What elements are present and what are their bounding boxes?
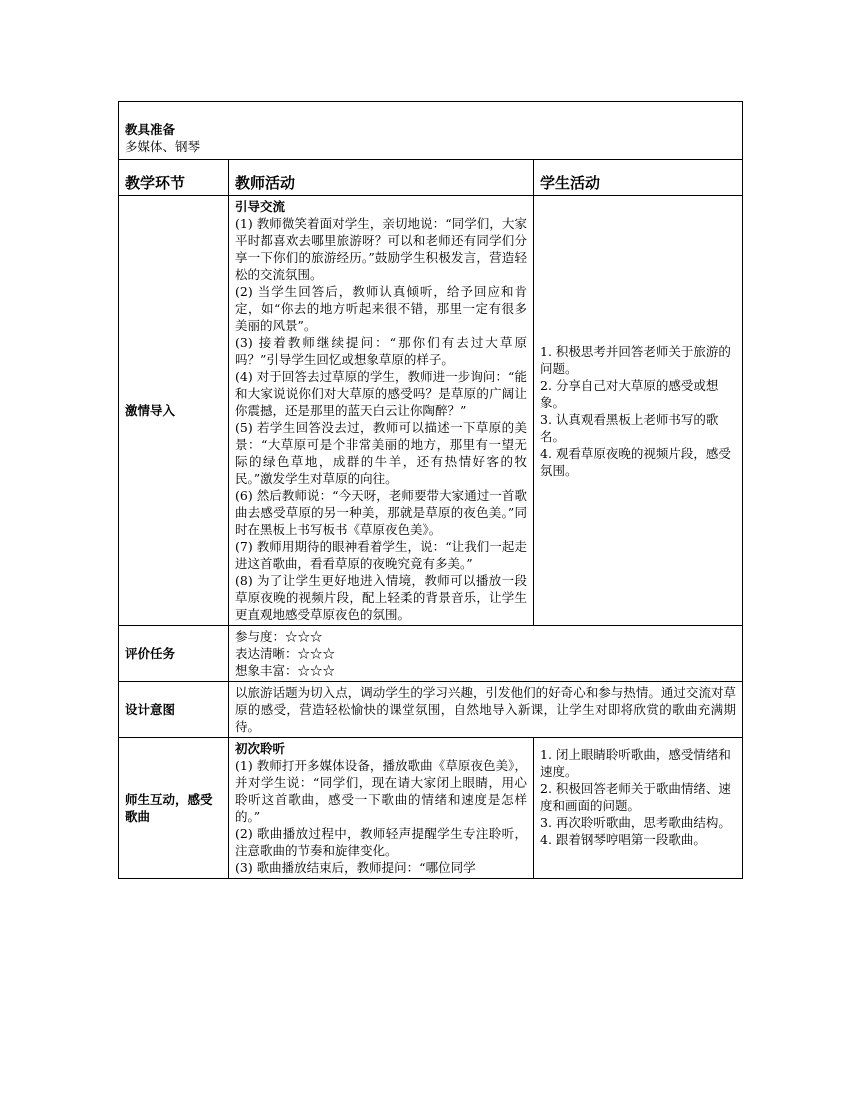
evaluation-stage: 评价任务	[119, 626, 229, 682]
teacher-item: (3) 接着教师继续提问：“那你们有去过大草原吗？”引导学生回忆或想象草原的样子。	[235, 335, 527, 367]
teacher-item: (1) 教师打开多媒体设备，播放歌曲《草原夜色美》，并对学生说：“同学们，现在请大家闭上眼睛，用心聆听这首歌曲，感受一下歌曲的情绪和速度是怎样的。”	[235, 758, 527, 824]
teacher-item: (3) 歌曲播放结束后，教师提问：“哪位同学	[235, 860, 476, 875]
teacher-item: (6) 然后教师说：“今天呀，老师要带大家通过一首歌曲去感受草原的另一种美，那就是草原的夜色美。”同时在黑板上书写板书《草原夜色美》。	[235, 488, 527, 537]
section1-teacher	[229, 196, 534, 626]
section2-student	[534, 738, 743, 879]
design-text: 以旅游话题为切入点，调动学生的学习兴趣，引发他们的好奇心和参与热情。通过交流对草原的感受，营造轻松愉快的课堂氛围，自然地导入新课，让学生对即将欣赏的歌曲充满期待。	[229, 682, 743, 738]
section2-row	[119, 738, 743, 879]
prep-title: 教具准备	[125, 122, 176, 137]
student-item: 2. 积极回答老师关于歌曲情绪、速度和画面的问题。	[540, 781, 731, 813]
evaluation-content	[229, 626, 743, 682]
teacher-item: (8) 为了让学生更好地进入情境，教师可以播放一段草原夜晚的视频片段，配上轻柔的背景音乐，让学生更直观地感受草原夜色的氛围。	[235, 573, 527, 622]
teacher-item: (2) 歌曲播放过程中，教师轻声提醒学生专注聆听，注意歌曲的节奏和旋律变化。	[235, 826, 527, 858]
design-row	[119, 682, 743, 738]
evaluation-item: 表达清晰：☆☆☆	[235, 646, 336, 661]
teacher-item: (2) 当学生回答后，教师认真倾听，给予回应和肯定，如“你去的地方听起来很不错，那里一定有很多美丽的风景”。	[235, 284, 527, 333]
student-item: 1. 积极思考并回答老师关于旅游的问题。	[540, 343, 731, 376]
student-item: 1. 闭上眼睛聆听歌曲，感受情绪和速度。	[540, 747, 731, 779]
teacher-item: (7) 教师用期待的眼神看着学生，说：“让我们一起走进这首歌曲，看看草原的夜晚究竟有多美。”	[235, 539, 527, 571]
prep-cell	[119, 102, 743, 160]
section1-row	[119, 196, 743, 626]
teacher-item: (1) 教师微笑着面对学生，亲切地说：“同学们，大家平时都喜欢去哪里旅游呀？可以和老师还有同学们分享一下你们的旅游经历。”鼓励学生积极发言，营造轻松的交流氛围。	[235, 216, 527, 282]
section2-teacher	[229, 738, 534, 879]
header-row	[119, 160, 743, 196]
student-item: 3. 再次聆听歌曲，思考歌曲结构。	[540, 815, 731, 830]
header-student: 学生活动	[534, 160, 743, 196]
evaluation-item: 参与度：☆☆☆	[235, 629, 323, 644]
section1-student	[534, 196, 743, 626]
student-item: 2. 分享自己对大草原的感受或想象。	[540, 377, 719, 410]
teacher-item: (4) 对于回答去过草原的学生，教师进一步询问：“能和大家说说你们对大草原的感受吗？是草原的广阔让你震撼，还是那里的蓝天白云让你陶醉？”	[235, 369, 527, 418]
student-item: 4. 观看草原夜晚的视频片段，感受氛围。	[540, 445, 731, 478]
section1-stage: 激情导入	[119, 196, 229, 626]
header-stage: 教学环节	[119, 160, 229, 196]
evaluation-row	[119, 626, 743, 682]
section2-stage: 师生互动，感受歌曲	[119, 738, 229, 879]
lesson-plan-table	[118, 101, 743, 879]
student-item: 4. 跟着钢琴哼唱第一段歌曲。	[540, 832, 706, 847]
prep-row	[119, 102, 743, 160]
header-teacher: 教师活动	[229, 160, 534, 196]
section1-teacher-title: 引导交流	[235, 199, 286, 214]
student-item: 3. 认真观看黑板上老师书写的歌名。	[540, 411, 719, 444]
design-stage: 设计意图	[119, 682, 229, 738]
prep-content: 多媒体、钢琴	[125, 139, 201, 154]
section2-teacher-title: 初次聆听	[235, 741, 286, 756]
teacher-item: (5) 若学生回答没去过，教师可以描述一下草原的美景：“大草原可是个非常美丽的地方，那里有一望无际的绿色草地，成群的牛羊，还有热情好客的牧民。”激发学生对草原的向往。	[235, 420, 527, 486]
evaluation-item: 想象丰富：☆☆☆	[235, 663, 336, 678]
